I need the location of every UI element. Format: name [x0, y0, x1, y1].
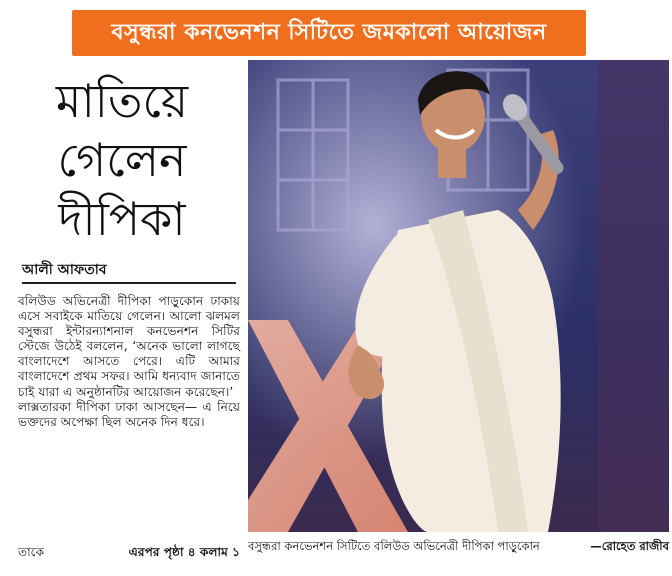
- article-photo: [248, 60, 669, 532]
- article-body: [18, 294, 240, 430]
- headline-line-3: দীপিকা: [58, 192, 186, 246]
- jump-link[interactable]: এরপর পৃষ্ঠা ৪ কলাম ১: [128, 545, 240, 559]
- article-paragraph-1: বলিউড অভিনেত্রী দীপিকা পাড়ুকোন ঢাকায় এসে সবাইকে মাতিয়ে গেলেন। আলো ঝলমল বসুন্ধরা ইন্টারন্যাশনাল কনভেনশন সিটির স্টেজে উঠেই বললেন, ‘অনেক ভালো লাগছে বাংলাদেশে আসতে পেরে। এটি আমার বাংলাদেশে প্রথম সফর। আমি ধন্যবাদ জানাতে চাই যারা এ অনুষ্ঠানটির আয়োজন করেছেন।’: [18, 294, 240, 399]
- byline-divider: [22, 282, 236, 284]
- headline-line-1: মাতিয়ে: [55, 74, 189, 128]
- headline-line-2: গেলেন: [57, 133, 187, 187]
- headline-banner: বসুন্ধরা কনভেনশন সিটিতে জমকালো আয়োজন: [72, 10, 586, 56]
- photo-caption-line: [248, 538, 669, 557]
- continuation-lead: তাকে: [18, 545, 45, 559]
- stage-side-panel: [598, 60, 669, 532]
- headline: [10, 72, 234, 249]
- photo-credit: —রোহেত রাজীব: [590, 539, 669, 553]
- continuation-line: [18, 544, 240, 564]
- photo-illustration: [248, 60, 669, 532]
- byline: আলী আফতাব: [22, 262, 107, 278]
- photo-caption: বসুন্ধরা কনভেনশন সিটিতে বলিউড অভিনেত্রী দীপিকা পাড়ুকোন: [248, 539, 540, 553]
- article-paragraph-2: লাক্সতারকা দীপিকা ঢাকা আসছেন— এ নিয়ে ভক্তদের অপেক্ষা ছিল অনেক দিন ধরে।: [18, 399, 240, 429]
